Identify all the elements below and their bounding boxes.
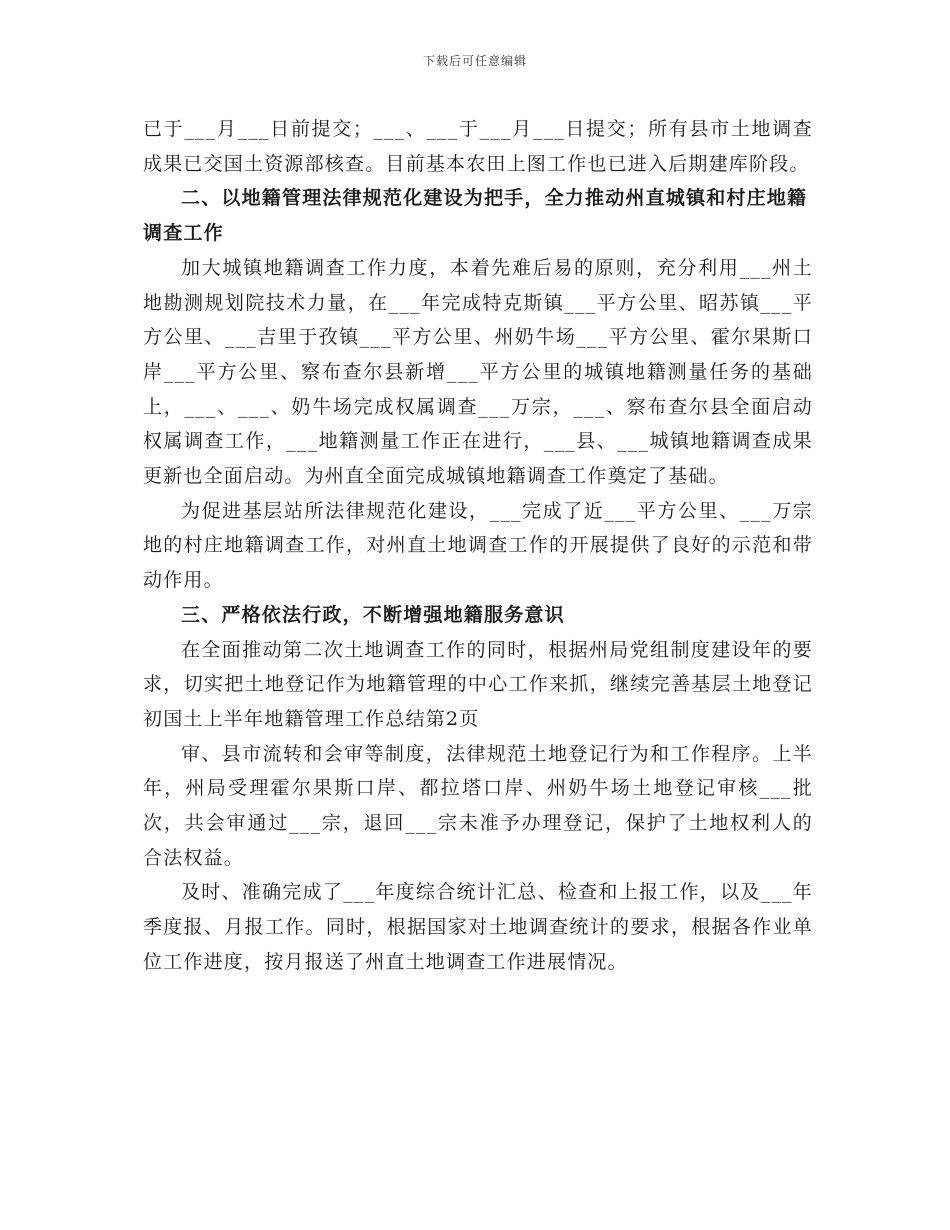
paragraph-2: 加大城镇地籍调查工作力度，本着先难后易的原则，充分利用___州土地勘测规划院技术力量，在___年完成特克斯镇___平方公里、昭苏镇___平方公里、___吉里于孜镇___平方公里、州奶牛场___平方公里、霍尔果斯口岸___平方公里、察布查尔县新增___平方公里的城镇地籍测量任务的基础上，___、___、奶牛场完成权属调查___万宗，___、察布查尔县全面启动权属调查工作，___地籍测量工作正在进行，___县、___城镇地籍调查成果更新也全面启动。为州直全面完成城镇地籍调查工作奠定了基础。	[143, 256, 813, 488]
paragraph-6: 及时、准确完成了___年度综合统计汇总、检查和上报工作，以及___年季度报、月报工作。同时，根据国家对土地调查统计的要求，根据各作业单位工作进度，按月报送了州直土地调查工作进展情况。	[143, 881, 813, 973]
paragraph-3: 为促进基层站所法律规范化建设，___完成了近___平方公里、___万宗地的村庄地籍调查工作，对州直土地调查工作的开展提供了良好的示范和带动作用。	[143, 499, 813, 592]
paragraph-5: 审、县市流转和会审等制度，法律规范土地登记行为和工作程序。上半年，州局受理霍尔果斯口岸、都拉塔口岸、州奶牛场土地登记审核___批次，共会审通过___宗，退回___宗未准予办理登记，保护了土地权利人的合法权益。	[143, 742, 813, 869]
section-heading-3: 三、严格依法行政，不断增强地籍服务意识	[181, 603, 565, 626]
section-heading-2: 二、以地籍管理法律规范化建设为把手，全力推动州直城镇和村庄地籍调查工作	[143, 187, 808, 245]
page-header: 下载后可任意编辑	[422, 54, 527, 68]
paragraph-1: 已于___月___日前提交；___、___于___月___日提交；所有县市土地调查成果已交国土资源部核查。目前基本农田上图工作也已进入后期建库阶段。	[143, 118, 813, 175]
document-body	[143, 112, 813, 980]
paragraph-4: 在全面推动第二次土地调查工作的同时，根据州局党组制度建设年的要求，切实把土地登记作为地籍管理的中心工作来抓，继续完善基层土地登记初国土上半年地籍管理工作总结第2页	[143, 638, 813, 730]
